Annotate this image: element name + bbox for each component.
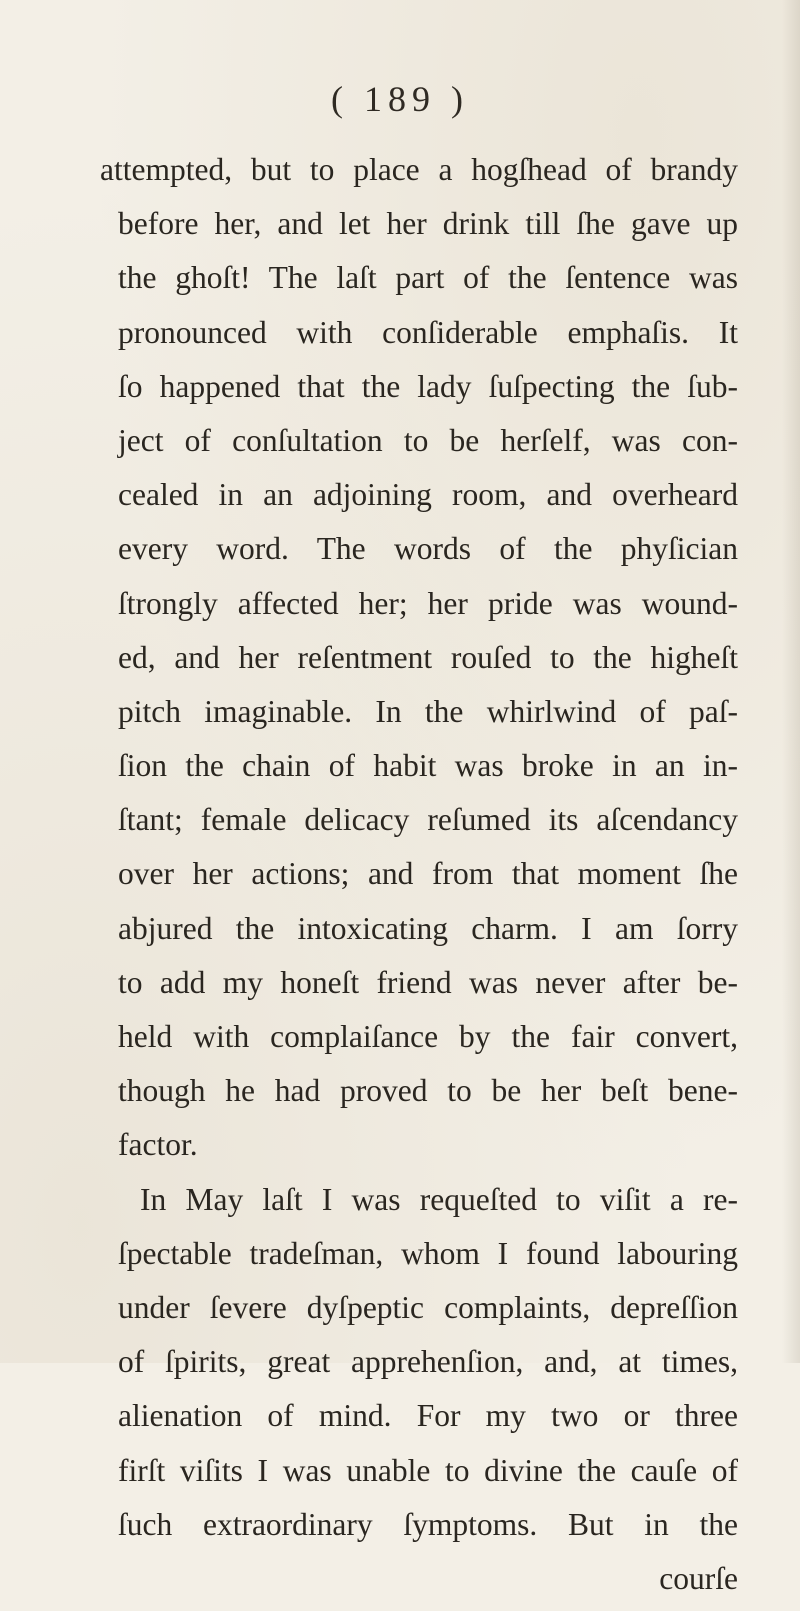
text-line: the ghoſt! The laſt part of the ſentence was <box>118 260 738 296</box>
text-line: ſtant; female delicacy reſumed its aſcendancy <box>118 802 738 838</box>
paragraph-start-line: In May laſt I was requeſted to viſit a re- <box>140 1181 738 1217</box>
text-line: ed, and her reſentment rouſed to the higheſt <box>118 639 738 675</box>
text-line: ſo happened that the lady ſuſpecting the ſub- <box>118 368 738 404</box>
body-text <box>100 148 738 1611</box>
text-line: firſt viſits I was unable to divine the cauſe of <box>118 1452 738 1488</box>
text-line: held with complaiſance by the fair convert, <box>118 1019 738 1054</box>
text-line: over her actions; and from that moment ſhe <box>118 856 738 892</box>
text-line: under ſevere dyſpeptic complaints, depreſſion <box>118 1289 738 1325</box>
text-line: though he had proved to be her beſt bene- <box>118 1073 738 1109</box>
text-line: ſtrongly affected her; her pride was wound- <box>118 585 738 621</box>
text-line: of ſpirits, great apprehenſion, and, at times, <box>118 1344 738 1380</box>
text-line: factor. <box>118 1127 198 1163</box>
text-line: to add my honeſt friend was never after be- <box>118 964 738 1000</box>
text-line: ſion the chain of habit was broke in an in- <box>118 748 738 784</box>
text-line: alienation of mind. For my two or three <box>118 1398 738 1434</box>
text-line: abjured the intoxicating charm. I am ſorry <box>118 910 738 946</box>
text-line: ject of conſultation to be herſelf, was con- <box>118 422 738 458</box>
text-line: attempted, but to place a hogſhead of brandy <box>100 152 738 187</box>
catchword: courſe <box>659 1560 738 1596</box>
text-line: cealed in an adjoining room, and overheard <box>118 477 738 513</box>
text-line: before her, and let her drink till ſhe gave up <box>118 206 738 242</box>
text-line: pitch imaginable. In the whirlwind of paſ- <box>118 693 738 729</box>
text-line: pronounced with conſiderable emphaſis. It <box>118 314 738 350</box>
text-line: ſuch extraordinary ſymptoms. But in the <box>118 1506 738 1542</box>
page-number: ( 189 ) <box>331 79 469 119</box>
page-edge-shadow <box>782 0 800 1363</box>
text-line: ſpectable tradeſman, whom I found labouring <box>118 1235 738 1271</box>
text-line: every word. The words of the phyſician <box>118 531 738 567</box>
